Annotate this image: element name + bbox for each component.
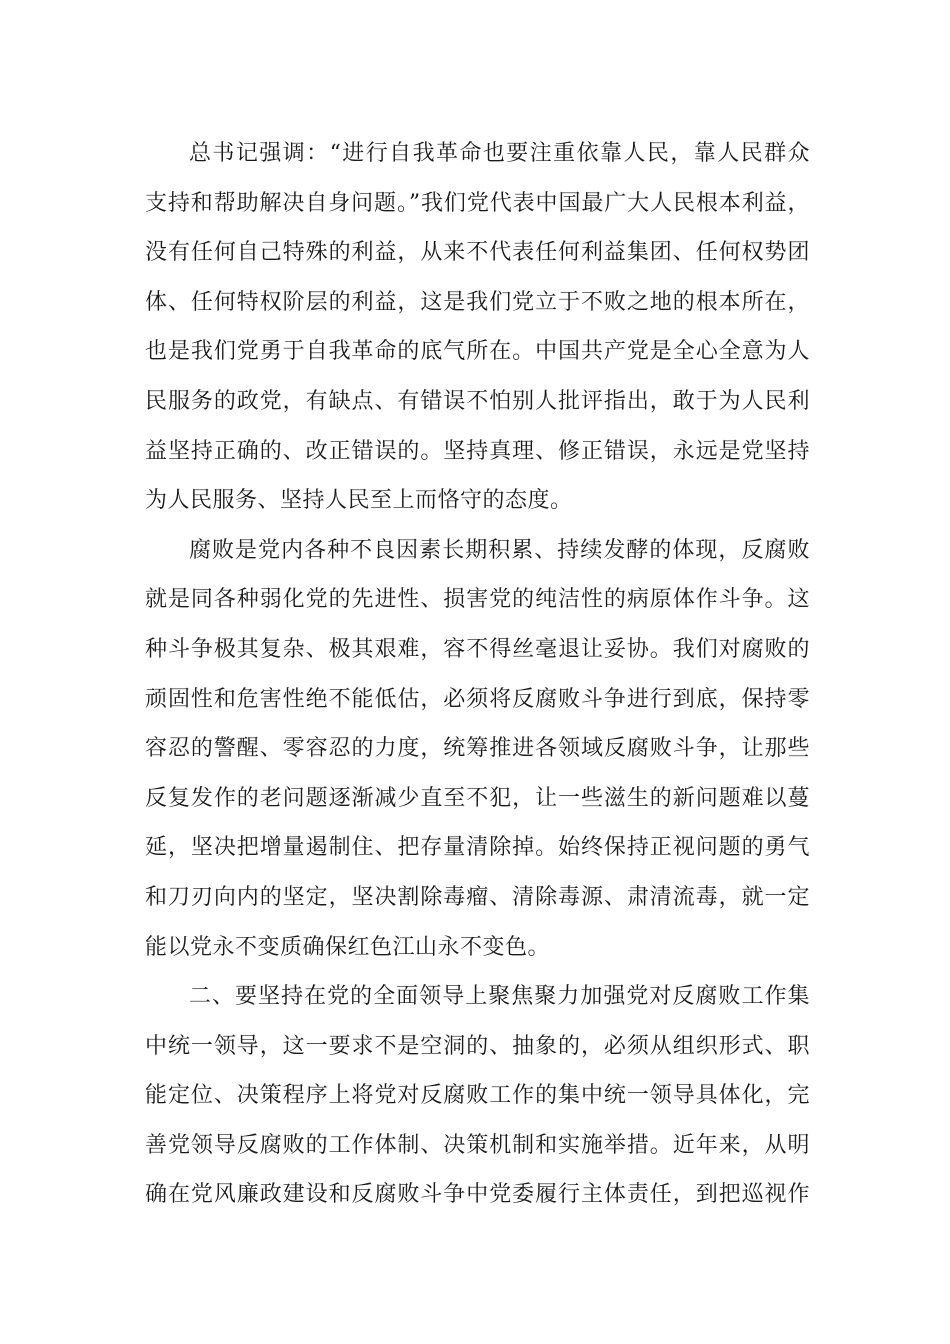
- text-line: 延，坚决把增量遏制住、把存量清除掉。始终保持正视问题的勇气: [145, 835, 810, 861]
- paragraph-1: [145, 129, 810, 526]
- text-line: 体、任何特权阶层的利益，这是我们党立于不败之地的根本所在，: [145, 289, 810, 315]
- text-line: 没有任何自己特殊的利益，从来不代表任何利益集团、任何权势团: [145, 240, 810, 266]
- text-line: 能定位、决策程序上将党对反腐败工作的集中统一领导具体化，完: [145, 1083, 810, 1109]
- text-line: 和刀刃向内的坚定，坚决割除毒瘤、清除毒源、肃清流毒，就一定: [145, 884, 810, 910]
- text-line: 种斗争极其复杂、极其艰难，容不得丝毫退让妥协。我们对腐败的: [145, 636, 810, 662]
- text-line: 反复发作的老问题逐渐减少直至不犯，让一些滋生的新问题难以蔓: [145, 785, 810, 811]
- text-line: 总书记强调：“进行自我革命也要注重依靠人民，靠人民群众: [189, 141, 810, 166]
- text-line: 益坚持正确的、改正错误的。坚持真理、修正错误，永远是党坚持: [145, 438, 810, 464]
- text-line: 确在党风廉政建设和反腐败斗争中党委履行主体责任，到把巡视作: [145, 1182, 810, 1208]
- text-line: 支持和帮助解决自身问题。”我们党代表中国最广大人民根本利益，: [145, 190, 810, 216]
- text-line: 就是同各种弱化党的先进性、损害党的纯洁性的病原体作斗争。这: [145, 587, 810, 613]
- text-line: 二、要坚持在党的全面领导上聚焦聚力加强党对反腐败工作集: [189, 984, 810, 1010]
- text-line: 腐败是党内各种不良因素长期积累、持续发酵的体现，反腐败: [189, 537, 810, 563]
- document-body: [145, 129, 810, 1220]
- text-line: 能以党永不变质确保红色江山永不变色。: [145, 934, 551, 960]
- text-line: 容忍的警醒、零容忍的力度，统筹推进各领域反腐败斗争，让那些: [145, 736, 810, 762]
- text-line: 中统一领导，这一要求不是空洞的、抽象的，必须从组织形式、职: [145, 1033, 810, 1059]
- text-line: 为人民服务、坚持人民至上而恪守的态度。: [145, 488, 573, 514]
- text-line: 也是我们党勇于自我革命的底气所在。中国共产党是全心全意为人: [145, 339, 810, 365]
- text-line: 善党领导反腐败的工作体制、决策机制和实施举措。近年来，从明: [145, 1132, 810, 1158]
- paragraph-3: [145, 972, 810, 1220]
- paragraph-2: [145, 526, 810, 972]
- text-line: 顽固性和危害性绝不能低估，必须将反腐败斗争进行到底，保持零: [145, 686, 810, 712]
- text-line: 民服务的政党，有缺点、有错误不怕别人批评指出，敢于为人民利: [145, 388, 810, 414]
